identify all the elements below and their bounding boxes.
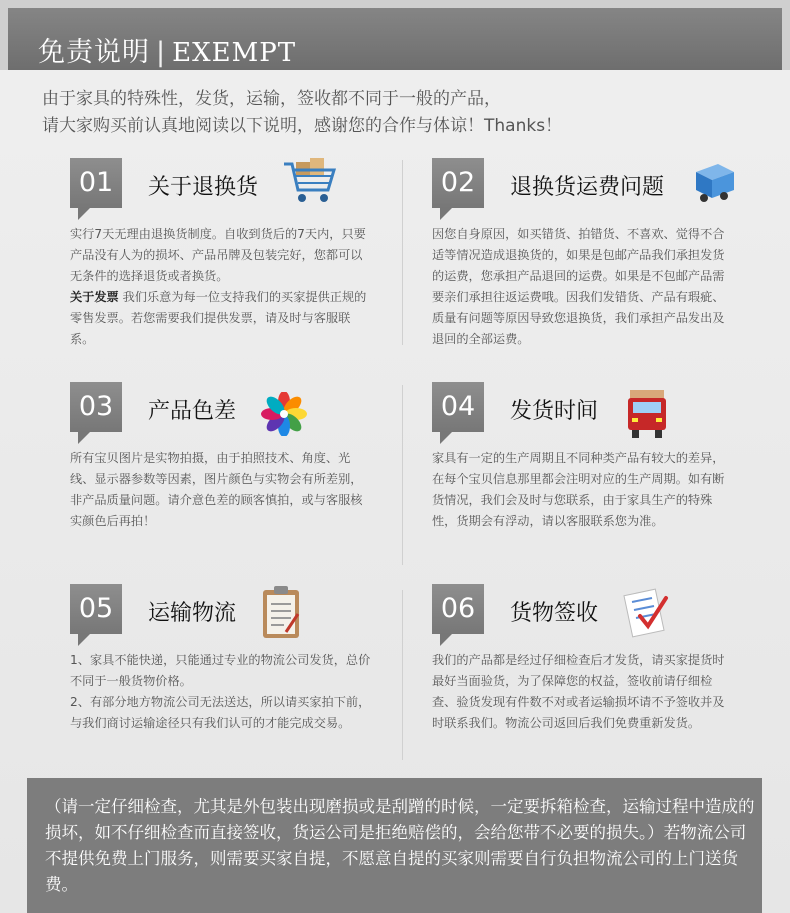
title-en: EXEMPT <box>172 38 297 68</box>
section-title: 运输物流 <box>148 601 237 626</box>
section-paragraph: 2、有部分地方物流公司无法送达，所以请买家拍下前，与我们商讨运输途径只有我们认可的才能完成交易。 <box>70 695 371 730</box>
section-body <box>432 224 734 350</box>
checklist-icon <box>622 584 672 642</box>
section-number: 05 <box>70 584 122 634</box>
header <box>0 0 790 70</box>
section-paragraph: 所有宝贝图片是实物拍摄，由于拍照技术、角度、光线、显示器参数等因素，图片颜色与实物会有所差别，非产品质量问题。请介意色差的顾客慎拍，或与客服核实颜色后再拍！ <box>70 451 363 528</box>
section-body <box>432 650 734 734</box>
title-cn: 免责说明 <box>38 37 150 68</box>
section-number: 04 <box>432 382 484 432</box>
title-separator: | <box>156 37 167 68</box>
section-body <box>70 650 372 734</box>
number-tail <box>440 634 464 646</box>
section-title: 货物签收 <box>510 601 599 626</box>
section-paragraph: 因您自身原因，如买错货、拍错货、不喜欢、觉得不合适等情况造成退换货的，如果是包邮产品我们承担发货的运费，您承担产品退回的运费。如果是不包邮产品需要亲们承担往返运费哦。因我们发错货、产品有瑕疵、质量有问题等原因导致您退换货，我们承担产品发出及退回的全部运费。 <box>432 227 725 346</box>
section-body <box>70 448 372 532</box>
section-number: 02 <box>432 158 484 208</box>
section-number: 06 <box>432 584 484 634</box>
section-body <box>432 448 734 532</box>
section-body <box>70 224 372 350</box>
section-paragraph: 家具有一定的生产周期且不同种类产品有较大的差异，在每个宝贝信息那里都会注明对应的生产周期。如有断货情况，我们会及时与您联系，由于家具生产的特殊性，货期会有浮动，请以客服联系您为准。 <box>432 451 725 528</box>
shopping-cart-icon <box>280 156 338 210</box>
section-paragraph: 1、家具不能快递，只能通过专业的物流公司发货，总价不同于一般货物价格。 <box>70 653 371 688</box>
section-title: 关于退换货 <box>148 175 259 200</box>
invoice-label: 关于发票 <box>70 290 119 304</box>
column-divider <box>402 385 403 565</box>
clipboard-icon <box>260 584 302 644</box>
number-tail <box>440 208 464 220</box>
header-bar <box>8 8 782 70</box>
intro-text <box>42 86 762 140</box>
column-divider <box>402 160 403 345</box>
number-tail <box>78 432 102 444</box>
section-number: 01 <box>70 158 122 208</box>
section-paragraph: 我们的产品都是经过仔细检查后才发货，请买家提货时最好当面验货，为了保障您的权益，签收前请仔细检查、验货发现有件数不对或者运输损坏请不予签收并及时联系我们。物流公司返回后我们免费重新发货。 <box>432 653 725 730</box>
intro-line-1: 由于家具的特殊性，发货，运输，签收都不同于一般的产品， <box>42 89 501 109</box>
color-wheel-icon <box>260 392 308 440</box>
column-divider <box>402 590 403 760</box>
section-number: 03 <box>70 382 122 432</box>
section-title: 退换货运费问题 <box>510 175 665 200</box>
page-title <box>38 30 296 69</box>
notice-box <box>27 778 762 913</box>
invoice-paragraph <box>70 287 372 350</box>
delivery-truck-icon <box>690 158 740 212</box>
number-tail <box>78 634 102 646</box>
number-tail <box>78 208 102 220</box>
truck-front-icon <box>624 384 670 444</box>
number-tail <box>440 432 464 444</box>
section-title: 发货时间 <box>510 399 599 424</box>
notice-text: （请一定仔细检查，尤其是外包装出现磨损或是刮蹭的时候，一定要拆箱检查，运输过程中造成的损坏，如不仔细检查而直接签收，货运公司是拒绝赔偿的，会给您带不必要的损失。）若物流公司不提供免费上门服务，则需要买家自提，不愿意自提的买家则需要自行负担物流公司的上门送货费。 <box>45 797 755 894</box>
section-paragraph: 实行7天无理由退换货制度。自收到货后的7天内，只要产品没有人为的损坏、产品吊牌及包装完好，您都可以无条件的选择退货或者换货。 <box>70 227 366 283</box>
section-title: 产品色差 <box>148 399 237 424</box>
invoice-text: 我们乐意为每一位支持我们的买家提供正规的零售发票。若您需要我们提供发票，请及时与客服联系。 <box>70 290 367 346</box>
intro-line-2: 请大家购买前认真地阅读以下说明，感谢您的合作与体谅！Thanks！ <box>42 116 563 136</box>
